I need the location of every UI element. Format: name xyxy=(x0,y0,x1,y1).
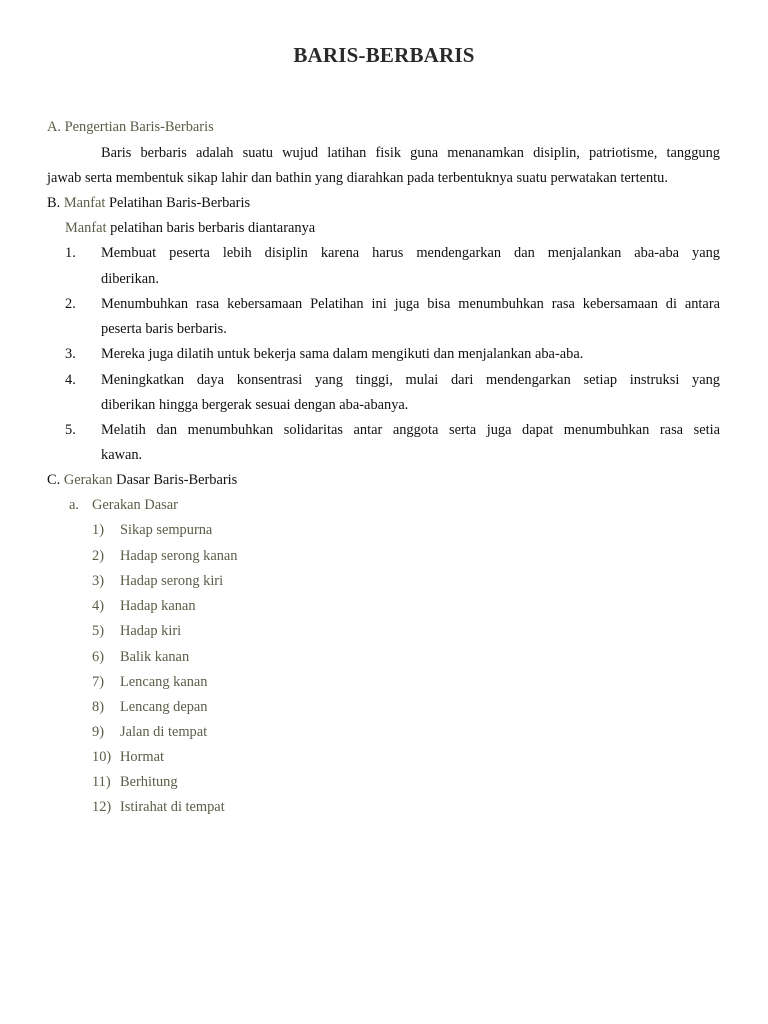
movement-item-number: 2) xyxy=(92,548,104,564)
benefit-item-number: 3. xyxy=(65,346,76,362)
section-c-heading xyxy=(47,472,237,489)
movement-item-number: 11) xyxy=(92,774,111,790)
movement-item-number: 1) xyxy=(92,522,104,538)
benefit-item-line-1: Meningkatkan daya konsentrasi yang tinggi, mulai dari mendengarkan setiap instruksi yang xyxy=(101,372,720,388)
section-b-heading xyxy=(47,195,250,212)
benefit-item-line-2: diberikan. xyxy=(101,271,159,287)
section-c-title-word1: Gerakan xyxy=(63,472,113,488)
movement-item-number: 9) xyxy=(92,724,104,740)
movement-item-number: 5) xyxy=(92,623,104,639)
benefit-item-number: 1. xyxy=(65,245,76,261)
section-a-title: Pengertian Baris-Berbaris xyxy=(64,119,214,135)
section-b-title-rest: Pelatihan Baris-Berbaris xyxy=(108,195,251,211)
benefit-item-number: 2. xyxy=(65,296,76,312)
movement-item-number: 4) xyxy=(92,598,104,614)
movement-item-number: 10) xyxy=(92,749,112,765)
benefit-item-line-2: kawan. xyxy=(101,447,143,463)
movement-item-label: Hadap serong kiri xyxy=(120,573,224,589)
movement-item-label: Lencang kanan xyxy=(120,674,208,690)
section-b-intro-rest: pelatihan baris berbaris diantaranya xyxy=(110,220,316,236)
movement-item-number: 8) xyxy=(92,699,104,715)
benefit-item-number: 4. xyxy=(65,372,76,388)
section-b-title-word1: Manfat xyxy=(63,195,106,211)
movement-item-label: Balik kanan xyxy=(120,649,190,665)
benefit-item-number: 5. xyxy=(65,422,76,438)
section-b-intro xyxy=(65,220,315,237)
benefit-item-line-2: peserta baris berbaris. xyxy=(101,321,227,337)
benefit-item-line-1: Menumbuhkan rasa kebersamaan Pelatihan ini juga bisa menumbuhkan rasa kebersamaan di antara xyxy=(101,296,720,312)
benefit-item-line-2: diberikan hingga bergerak sesuai dengan aba-abanya. xyxy=(101,397,409,413)
section-c-marker: C. xyxy=(47,472,61,488)
section-a-heading xyxy=(47,119,214,136)
movement-item-number: 6) xyxy=(92,649,104,665)
benefit-item-line-1: Mereka juga dilatih untuk bekerja sama dalam mengikuti dan menjalankan aba-aba. xyxy=(101,346,584,362)
section-b-marker: B. xyxy=(47,195,61,211)
movement-item-label: Hadap serong kanan xyxy=(120,548,238,564)
section-c-sub-marker: a. xyxy=(69,497,79,513)
section-a-paragraph-line-2: jawab serta membentuk sikap lahir dan bathin yang diarahkan pada terbentuknya suatu perwatakan tertentu. xyxy=(47,170,668,186)
section-a-paragraph-line-1: Baris berbaris adalah suatu wujud latihan fisik guna menanamkan disiplin, patriotisme, tanggung xyxy=(101,145,720,161)
movement-item-label: Hadap kanan xyxy=(120,598,196,614)
section-a-marker: A. xyxy=(47,119,61,135)
movement-item-label: Jalan di tempat xyxy=(120,724,208,740)
movement-item-label: Hadap kiri xyxy=(120,623,182,639)
section-c-sub-heading: Gerakan Dasar xyxy=(92,497,178,513)
movement-item-label: Hormat xyxy=(120,749,164,765)
movement-item-number: 12) xyxy=(92,799,112,815)
section-c-title-rest: Dasar Baris-Berbaris xyxy=(116,472,238,488)
movement-item-label: Lencang depan xyxy=(120,699,208,715)
movement-item-number: 3) xyxy=(92,573,104,589)
section-b-intro-word1: Manfat xyxy=(65,220,107,236)
movement-item-label: Istirahat di tempat xyxy=(120,799,225,815)
movement-item-number: 7) xyxy=(92,674,104,690)
benefit-item-line-1: Melatih dan menumbuhkan solidaritas antar anggota serta juga dapat menumbuhkan rasa setia xyxy=(101,422,720,438)
benefit-item-line-1: Membuat peserta lebih disiplin karena harus mendengarkan dan menjalankan aba-aba yang xyxy=(101,245,720,261)
document-title: BARIS-BERBARIS xyxy=(293,43,475,67)
movement-item-label: Sikap sempurna xyxy=(120,522,213,538)
movement-item-label: Berhitung xyxy=(120,774,178,790)
